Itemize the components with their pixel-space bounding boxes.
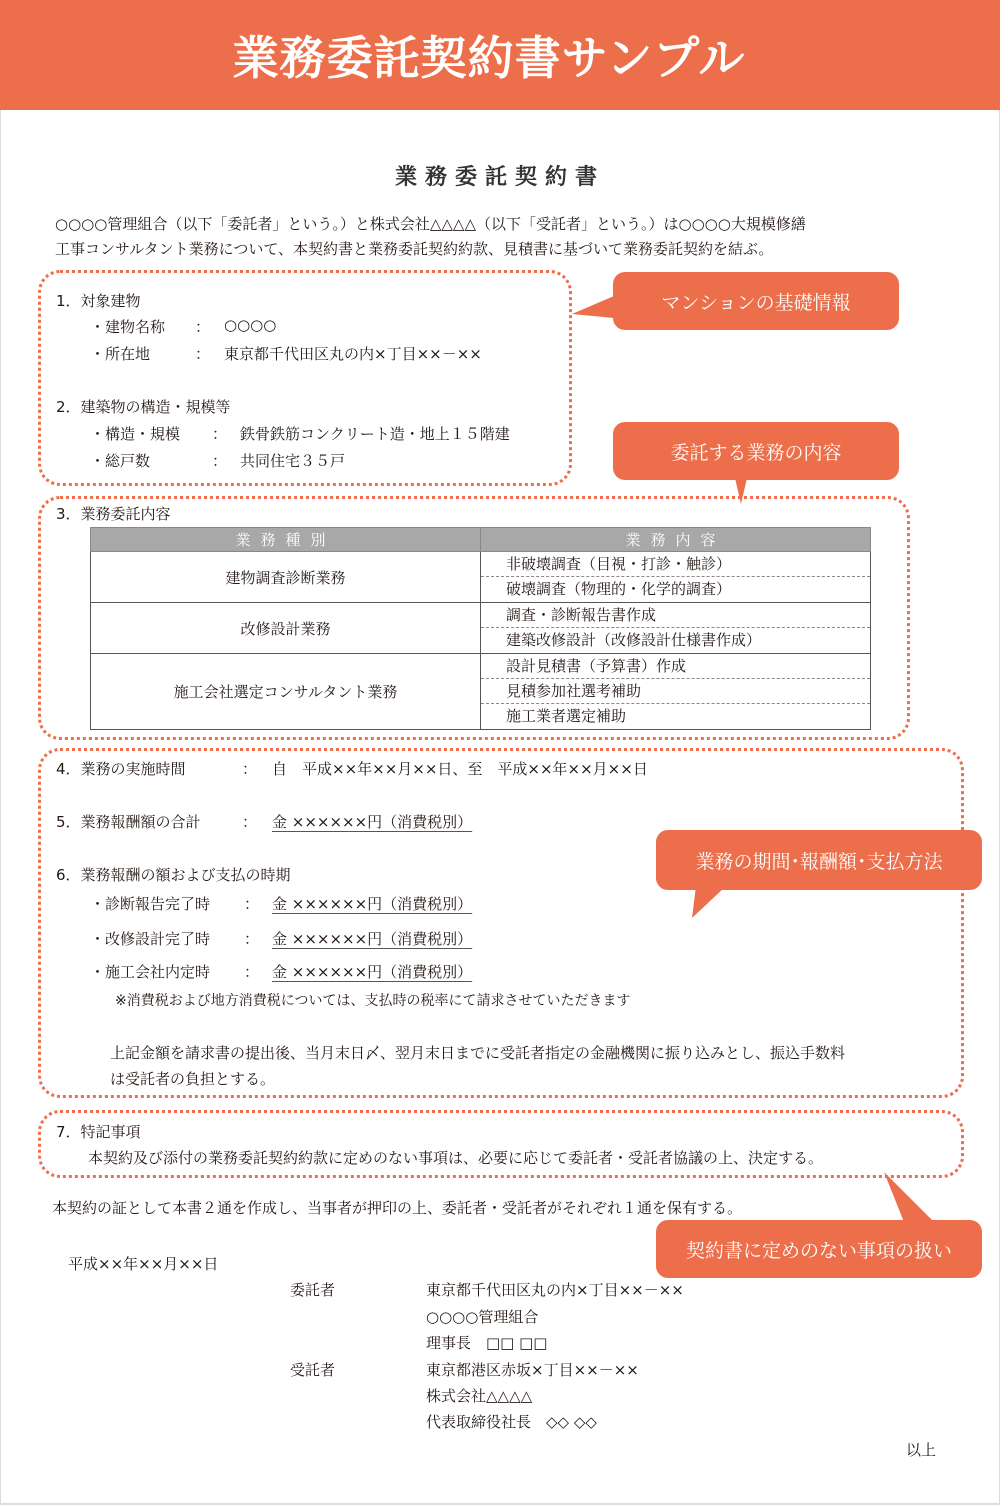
callout-period-fee: 業務の期間･報酬額･支払方法 [656, 830, 982, 890]
section1-item-sep: ： [195, 318, 211, 336]
table-header-row [91, 528, 871, 552]
client-name: ○○○○管理組合 [426, 1308, 539, 1326]
section7-heading: 7．特記事項 [56, 1123, 141, 1141]
table-cell-content [481, 552, 871, 603]
section1-item-label: ・所在地 [90, 345, 151, 363]
intro-line-2: 工事コンサルタント業務について、本契約書と業務委託契約約款、見積書に基づいて業務委託契約を結ぶ。 [55, 240, 774, 258]
section4-value: 自 平成××年××月××日、至 平成××年××月××日 [272, 760, 648, 778]
tax-note: ※消費税および地方消費税については、支払時の税率にて請求させていただきます [115, 993, 631, 1009]
content-item: 見積参加社選考補助 [481, 679, 870, 704]
section6-item-label: ・改修設計完了時 [90, 930, 211, 948]
section5-value: 金 ××××××円（消費税別） [272, 813, 473, 831]
work-table [90, 527, 871, 730]
contractor-role: 受託者 [290, 1361, 336, 1379]
closing-statement: 本契約の証として本書２通を作成し、当事者が押印の上、委託者・受託者がそれぞれ１通を保有する。 [52, 1199, 743, 1217]
client-representative: 理事長 □□ □□ [426, 1334, 548, 1352]
end-mark: 以上 [906, 1441, 937, 1459]
callout-tail [572, 292, 617, 322]
payment-terms-line-1: 上記金額を請求書の提出後、当月末日〆、翌月末日までに受託者指定の金融機関に振り込みとし、振込手数料 [110, 1044, 846, 1062]
section4-heading: 4．業務の実施時間 [56, 760, 186, 778]
table-cell-kind: 建物調査診断業務 [91, 552, 481, 603]
banner-title: 業務委託契約書サンプル [232, 31, 746, 85]
section2-item-sep: ： [212, 425, 228, 443]
section1-item-value: ○○○○ [224, 316, 277, 334]
intro-paragraph [55, 212, 806, 262]
table-row [91, 654, 871, 730]
callout-tail [690, 886, 730, 920]
callout-undefined-matters: 契約書に定めのない事項の扱い [656, 1220, 982, 1278]
table-cell-content [481, 654, 871, 730]
table-cell-content [481, 603, 871, 654]
table-cell-kind: 改修設計業務 [91, 603, 481, 654]
section2-item-value: 鉄骨鉄筋コンクリート造・地上１５階建 [240, 425, 510, 443]
document-title: 業務委託契約書 [394, 165, 605, 190]
table-header-kind: 業務種別 [91, 528, 481, 552]
client-address: 東京都千代田区丸の内×丁目××－×× [426, 1281, 684, 1299]
section2-heading: 2．建築物の構造・規模等 [56, 398, 231, 416]
contract-date: 平成××年××月××日 [68, 1255, 219, 1273]
table-row [91, 552, 871, 603]
section5-heading: 5．業務報酬額の合計 [56, 813, 201, 831]
client-role: 委託者 [290, 1281, 336, 1299]
section1-heading: 1．対象建物 [56, 292, 141, 310]
section2-item-label: ・構造・規模 [90, 425, 181, 443]
section4-sep: ： [242, 760, 258, 778]
intro-line-1: ○○○○管理組合（以下「委託者」という。）と株式会社△△△△（以下「受託者」という。）は○○○○大規模修繕 [55, 215, 806, 233]
callout-work-content: 委託する業務の内容 [613, 422, 899, 480]
section6-item-value: 金 ××××××円（消費税別） [272, 895, 473, 913]
section1-item-value: 東京都千代田区丸の内×丁目××－×× [224, 345, 482, 363]
section7-body: 本契約及び添付の業務委託契約約款に定めのない事項は、必要に応じて委託者・受託者協議の上、決定する。 [88, 1149, 824, 1167]
section5-sep: ： [242, 813, 258, 831]
contractor-representative: 代表取締役社長 ◇◇ ◇◇ [426, 1413, 597, 1431]
section6-heading: 6．業務報酬の額および支払の時期 [56, 866, 291, 884]
header-banner [0, 0, 1000, 110]
content-item: 調査・診断報告書作成 [481, 603, 870, 628]
payment-terms-line-2: は受託者の負担とする。 [110, 1070, 276, 1088]
section6-item-label: ・診断報告完了時 [90, 895, 211, 913]
section6-item-sep: ： [244, 963, 260, 981]
section1-item-label: ・建物名称 [90, 318, 166, 336]
section6-item-sep: ： [244, 895, 260, 913]
callout-building-info: マンションの基礎情報 [613, 272, 899, 330]
section6-item-value: 金 ××××××円（消費税別） [272, 930, 473, 948]
content-item: 非破壊調査（目視・打診・触診） [481, 552, 870, 577]
content-item: 破壊調査（物理的・化学的調査） [506, 580, 732, 598]
section2-item-label: ・総戸数 [90, 452, 151, 470]
section3-heading: 3．業務委託内容 [56, 505, 171, 523]
contractor-address: 東京都港区赤坂×丁目××－×× [426, 1361, 639, 1379]
section2-item-sep: ： [212, 452, 228, 470]
section6-item-sep: ： [244, 930, 260, 948]
content-item: 施工業者選定補助 [506, 707, 627, 725]
section1-item-sep: ： [195, 345, 211, 363]
section6-item-label: ・施工会社内定時 [90, 963, 211, 981]
contractor-name: 株式会社△△△△ [426, 1387, 533, 1405]
section2-item-value: 共同住宅３５戸 [240, 452, 346, 470]
table-header-content: 業務内容 [481, 528, 871, 552]
section6-item-value: 金 ××××××円（消費税別） [272, 963, 473, 981]
content-item: 建築改修設計（改修設計仕様書作成） [506, 631, 762, 649]
table-row [91, 603, 871, 654]
table-cell-kind: 施工会社選定コンサルタント業務 [91, 654, 481, 730]
content-item: 設計見積書（予算書）作成 [481, 654, 870, 679]
